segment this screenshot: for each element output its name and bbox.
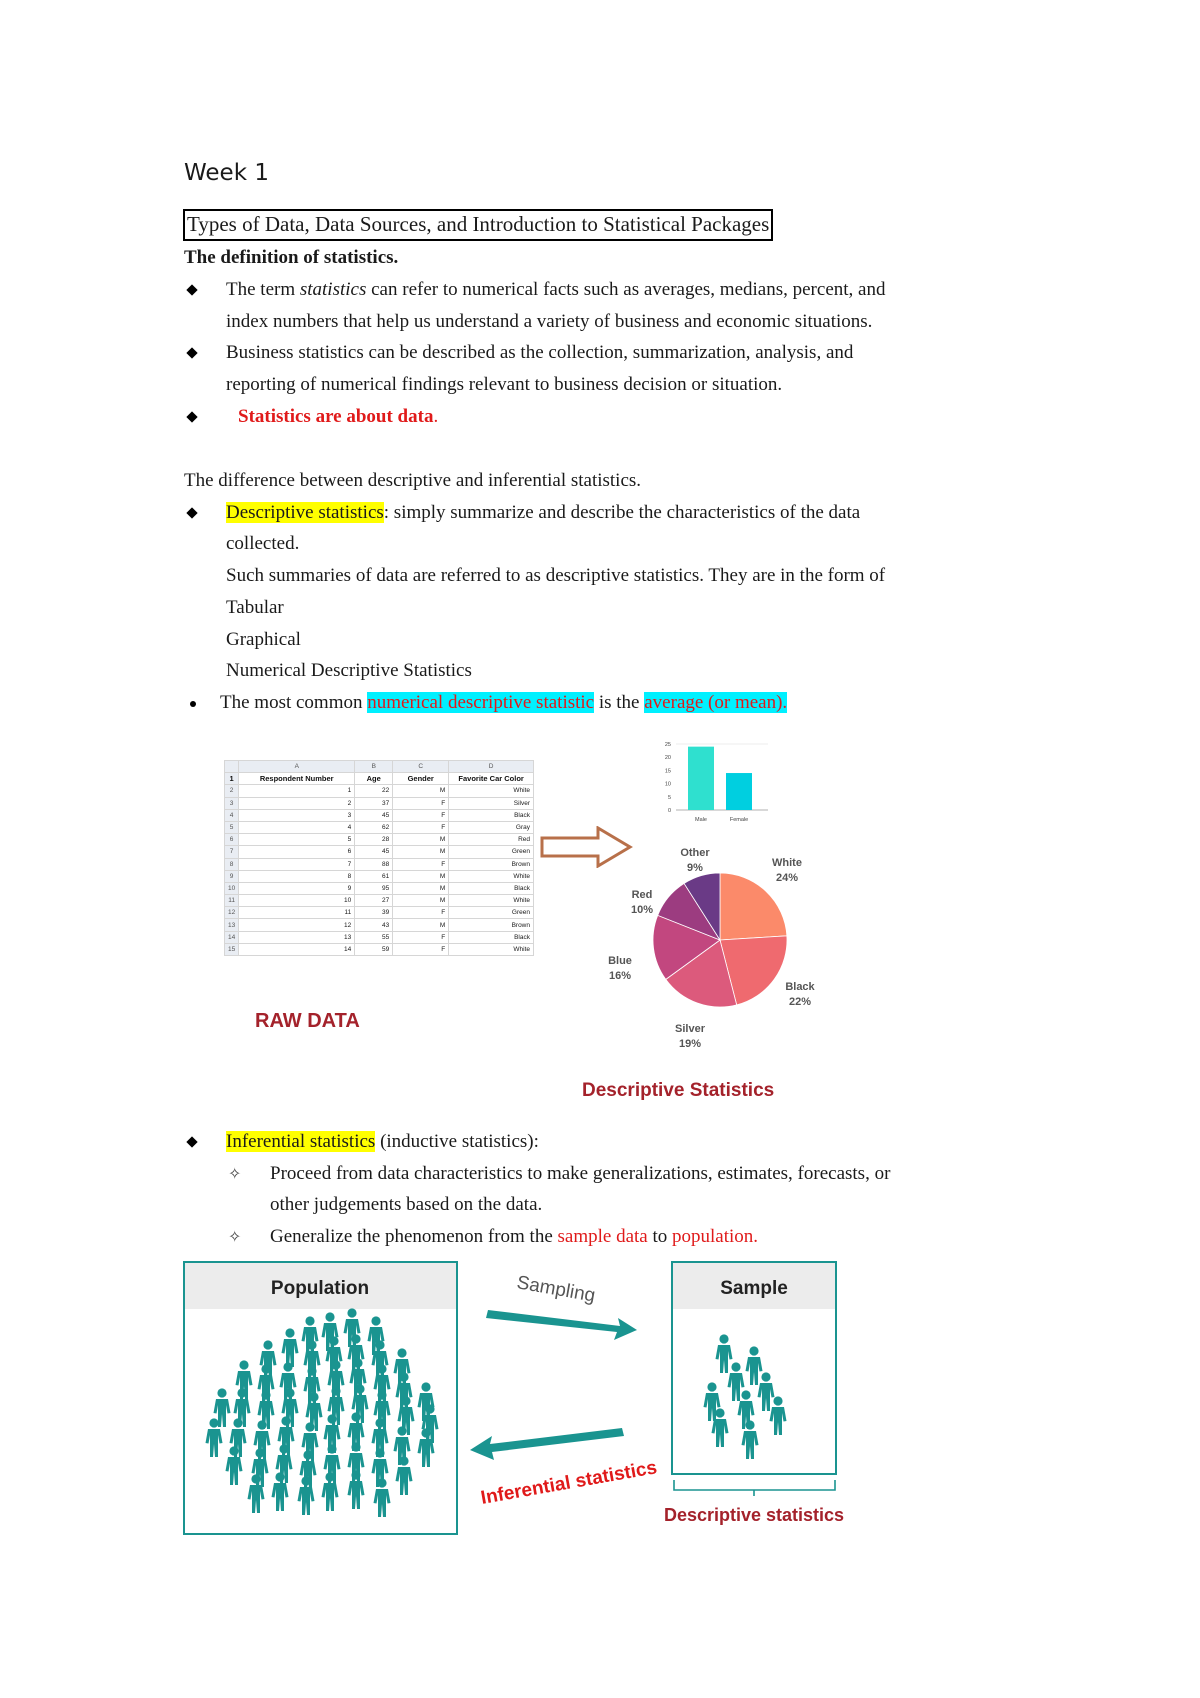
row-number: 3 (225, 797, 239, 809)
raw-data-spreadsheet (224, 760, 534, 956)
table-cell: M (393, 870, 449, 882)
table-cell: Red (449, 834, 534, 846)
key-statement: Statistics are about data (238, 405, 434, 427)
slice-value-label: 10% (630, 904, 654, 916)
table-row (225, 846, 534, 858)
header-cell: Respondent Number (239, 773, 355, 785)
section-heading: Types of Data, Data Sources, and Introduction to Statistical Packages (183, 209, 773, 241)
table-cell: 2 (239, 797, 355, 809)
y-tick-label: 10 (664, 781, 671, 788)
header-cell: Age (355, 773, 393, 785)
definition-bullet-2: Business statistics can be described as the collection, summarization, analysis, and reporting of numerical findings relevant to business decision or situation. (226, 342, 854, 396)
form-numerical: Numerical Descriptive Statistics (226, 660, 472, 682)
table-cell: 45 (355, 846, 393, 858)
numerical-descriptive-term: numerical descriptive statistic (367, 691, 595, 713)
table-cell: 95 (355, 882, 393, 894)
table-cell: Black (449, 809, 534, 821)
table-cell: Brown (449, 919, 534, 931)
table-cell: White (449, 895, 534, 907)
table-cell: F (393, 797, 449, 809)
x-tick-label: Female (729, 817, 749, 823)
four-point-star-icon: ✧ (228, 1163, 242, 1183)
table-cell: M (393, 895, 449, 907)
common-statistic-bullet: The most common numerical descriptive statistic is the average (or mean). (220, 691, 788, 713)
table-cell: M (393, 846, 449, 858)
row-number: 5 (225, 821, 239, 833)
table-row (225, 858, 534, 870)
slice-label: Silver (675, 1023, 705, 1035)
slice-value-label: 16% (608, 970, 632, 982)
header-cell: Gender (393, 773, 449, 785)
row-number: 13 (225, 919, 239, 931)
row-number: 14 (225, 931, 239, 943)
population-panel (184, 1262, 457, 1534)
average-term: average (or mean). (644, 691, 788, 713)
table-cell: Gray (449, 821, 534, 833)
raw-data-label: RAW DATA (255, 1010, 360, 1032)
row-number: 15 (225, 943, 239, 955)
header-cell: Favorite Car Color (449, 773, 534, 785)
four-point-star-icon: ✧ (228, 1227, 242, 1247)
table-cell: 6 (239, 846, 355, 858)
table-cell: 88 (355, 858, 393, 870)
column-letter: C (393, 761, 449, 773)
slice-value-label: 22% (788, 996, 812, 1008)
slice-value-label: 9% (687, 862, 703, 874)
table-cell: Black (449, 931, 534, 943)
slice-label: Other (680, 847, 710, 859)
inferential-sub-2: ✧ Generalize the phenomenon from the sample data to population. (228, 1221, 1064, 1253)
table-cell: Brown (449, 858, 534, 870)
table-cell: 14 (239, 943, 355, 955)
table-row (225, 834, 534, 846)
row-number: 8 (225, 858, 239, 870)
table-cell: White (449, 943, 534, 955)
table-cell: 28 (355, 834, 393, 846)
header-row: 1 Respondent Number Age Gender Favorite Car Color (225, 773, 534, 785)
x-tick-label: Male (695, 817, 707, 823)
car-color-pie-chart (590, 840, 840, 1060)
table-row (225, 797, 534, 809)
descriptive-statistics-label: Descriptive Statistics (582, 1080, 775, 1101)
table-cell: 27 (355, 895, 393, 907)
y-tick-label: 15 (664, 768, 671, 775)
row-number: 2 (225, 785, 239, 797)
table-cell: M (393, 882, 449, 894)
table-cell: Silver (449, 797, 534, 809)
table-cell: 22 (355, 785, 393, 797)
table-cell: 3 (239, 809, 355, 821)
table-cell: 45 (355, 809, 393, 821)
table-row (225, 785, 534, 797)
table-row (225, 809, 534, 821)
table-cell: 11 (239, 907, 355, 919)
column-letter: B (355, 761, 393, 773)
table-row (225, 919, 534, 931)
table-cell: 5 (239, 834, 355, 846)
table-cell: 62 (355, 821, 393, 833)
table-cell: M (393, 919, 449, 931)
row-number: 12 (225, 907, 239, 919)
descriptive-term: Descriptive statistics (226, 501, 384, 523)
table-cell: F (393, 943, 449, 955)
descriptive-bullet: Descriptive statistics: simply summarize and describe the characteristics of the data collected. Such summaries of data are referred to as descriptive statistics. They are in the form of Tabular Graphical Numerical Descriptive Statistics (226, 501, 886, 682)
bar (688, 747, 714, 810)
table-cell: M (393, 785, 449, 797)
table-cell: 10 (239, 895, 355, 907)
table-cell: White (449, 870, 534, 882)
sampling-arrow-icon (486, 1310, 637, 1340)
form-graphical: Graphical (226, 628, 301, 650)
table-cell: F (393, 907, 449, 919)
table-cell: 9 (239, 882, 355, 894)
table-cell: White (449, 785, 534, 797)
table-cell: Green (449, 846, 534, 858)
table-row (225, 931, 534, 943)
sampling-diagram (180, 1258, 880, 1538)
slice-label: Red (631, 889, 653, 901)
form-tabular: Tabular (226, 596, 284, 618)
table-cell: 12 (239, 919, 355, 931)
table-row (225, 870, 534, 882)
row-number: 4 (225, 809, 239, 821)
table-cell: 8 (239, 870, 355, 882)
table-cell: 61 (355, 870, 393, 882)
sample-label: Sample (720, 1278, 788, 1299)
descriptive-statistics-caption: Descriptive statistics (663, 1505, 845, 1525)
table-cell: F (393, 821, 449, 833)
inferential-bullet: Inferential statistics (inductive statistics): (226, 1131, 539, 1152)
table-cell: F (393, 931, 449, 943)
table-row (225, 821, 534, 833)
row-number: 11 (225, 895, 239, 907)
page-title: Week 1 (184, 160, 269, 186)
table-cell: 4 (239, 821, 355, 833)
table-cell: Green (449, 907, 534, 919)
table-cell: 37 (355, 797, 393, 809)
definition-list (184, 274, 1044, 433)
row-number: 9 (225, 870, 239, 882)
table-cell: 55 (355, 931, 393, 943)
sample-brace-icon (674, 1480, 835, 1496)
sample-panel (672, 1262, 836, 1474)
y-tick-label: 0 (667, 808, 671, 814)
difference-section (184, 465, 1044, 719)
table-cell: Black (449, 882, 534, 894)
y-tick-label: 20 (664, 755, 671, 762)
inferential-term: Inferential statistics (226, 1131, 376, 1152)
slice-label: Black (785, 981, 815, 993)
row-number: 10 (225, 882, 239, 894)
table-cell: F (393, 858, 449, 870)
table-cell: 1 (239, 785, 355, 797)
table-row (225, 943, 534, 955)
inferential-section (184, 1126, 1064, 1253)
sampling-label: Sampling (515, 1272, 597, 1307)
slice-value-label: 19% (678, 1038, 702, 1050)
row-number: 7 (225, 846, 239, 858)
slice-value-label: 24% (775, 872, 799, 884)
table-row (225, 895, 534, 907)
table-cell: 13 (239, 931, 355, 943)
difference-heading: The difference between descriptive and inferential statistics. (184, 470, 642, 491)
table-cell: 39 (355, 907, 393, 919)
definition-bullet-1: The term statistics can refer to numerical facts such as averages, medians, percent, and index numbers that help us understand a variety of business and economic situations. (226, 279, 886, 332)
table-cell: 7 (239, 858, 355, 870)
table-cell: 43 (355, 919, 393, 931)
inferential-statistics-label: Inferential statistics (479, 1457, 659, 1509)
inferential-sub-1: ✧ Proceed from data characteristics to make generalizations, estimates, forecasts, or other judgements based on the data. (228, 1158, 1064, 1221)
definition-heading: The definition of statistics. (184, 247, 399, 268)
slice-label: White (772, 857, 802, 869)
table-cell: M (393, 834, 449, 846)
gender-bar-chart (660, 738, 780, 828)
inference-arrow-icon (470, 1428, 624, 1460)
y-tick-label: 5 (667, 794, 671, 801)
y-tick-label: 25 (664, 742, 671, 748)
definition-bullet-3: Statistics are about data. (184, 401, 1044, 433)
table-cell: 59 (355, 943, 393, 955)
column-letter: A (239, 761, 355, 773)
column-letter-row (225, 761, 534, 773)
table-row (225, 907, 534, 919)
table-row (225, 882, 534, 894)
table-cell: F (393, 809, 449, 821)
row-number: 6 (225, 834, 239, 846)
bar (726, 773, 752, 810)
column-letter: D (449, 761, 534, 773)
population-label: Population (270, 1278, 370, 1299)
slice-label: Blue (608, 955, 632, 967)
